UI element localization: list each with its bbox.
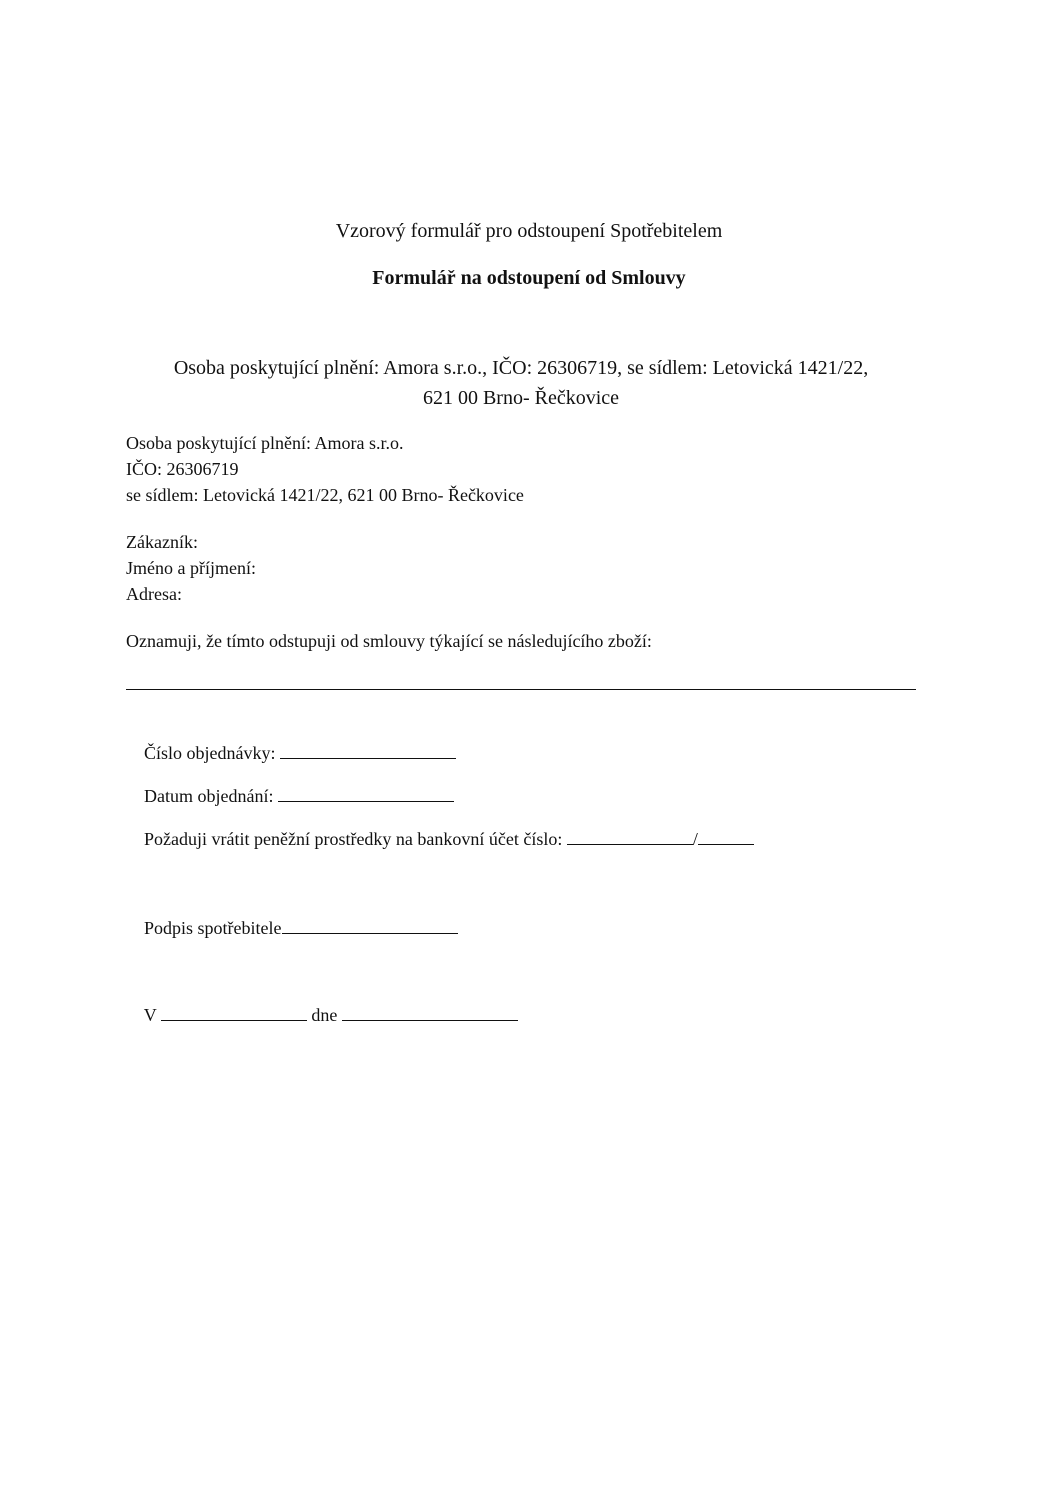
order-date-field[interactable]	[278, 785, 454, 802]
provider-address: se sídlem: Letovická 1421/22, 621 00 Brno- Řečkovice	[126, 485, 524, 505]
provider-ico: IČO: 26306719	[126, 459, 239, 479]
place-field[interactable]	[161, 1004, 307, 1021]
order-number-field[interactable]	[280, 742, 456, 759]
refund-account-label: Požaduji vrátit peněžní prostředky na bankovní účet číslo:	[144, 829, 567, 849]
date-field[interactable]	[342, 1004, 518, 1021]
withdrawal-statement: Oznamuji, že tímto odstupuji od smlouvy týkající se následujícího zboží:	[126, 631, 652, 651]
customer-name-label: Jméno a příjmení:	[126, 558, 256, 578]
refund-account-row	[126, 806, 754, 872]
place-label: V	[143, 1005, 161, 1025]
date-label: dne	[306, 1005, 342, 1025]
signature-field[interactable]	[282, 917, 458, 934]
customer-heading: Zákazník:	[126, 532, 198, 552]
document-title: Formulář na odstoupení od Smlouvy	[372, 267, 686, 289]
order-number-label: Číslo objednávky:	[144, 743, 280, 763]
place-date-row	[126, 982, 518, 1048]
signature-label: Podpis spotřebitele	[144, 918, 282, 938]
provider-summary-line-1: Osoba poskytující plnění: Amora s.r.o., IČO: 26306719, se sídlem: Letovická 1421/22,	[173, 357, 869, 379]
bank-code-field[interactable]	[698, 828, 754, 845]
customer-address-label: Adresa:	[126, 584, 182, 604]
provider-name: Osoba poskytující plnění: Amora s.r.o.	[126, 433, 404, 453]
order-date-label: Datum objednání:	[144, 786, 278, 806]
provider-summary-line-2: 621 00 Brno- Řečkovice	[422, 387, 620, 409]
goods-description-line[interactable]	[126, 689, 916, 690]
account-number-field[interactable]	[567, 828, 693, 845]
account-separator: /	[692, 829, 698, 849]
signature-row	[126, 895, 458, 961]
document-subtitle: Vzorový formulář pro odstoupení Spotřebitelem	[335, 220, 723, 242]
